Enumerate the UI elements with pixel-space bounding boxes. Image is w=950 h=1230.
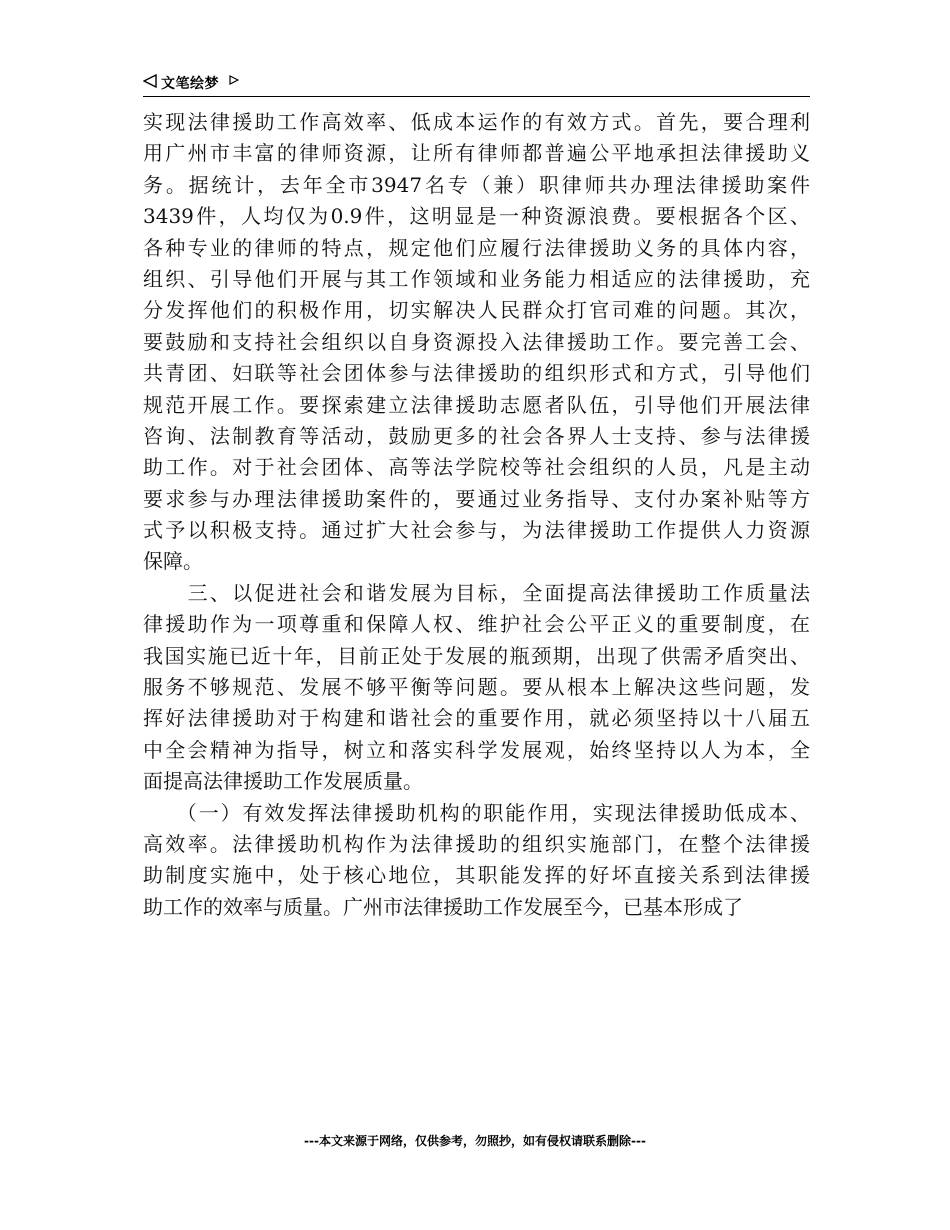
triangle-right-icon <box>229 75 239 85</box>
text-line: 助工作。对于社会团体、高等法学院校等社会组织的人员，凡是主动 <box>143 455 810 480</box>
text-line: 要鼓励和支持社会组织以自身资源投入法律援助工作。要完善工会、 <box>143 329 810 354</box>
text-line: 3439件，人均仅为0.9件，这明显是一种资源浪费。要根据各个区、 <box>143 204 810 229</box>
paragraph <box>143 578 810 798</box>
text-line: 面提高法律援助工作发展质量。 <box>143 769 423 794</box>
text-line: 务。据统计，去年全市3947名专（兼）职律师共办理法律援助案件 <box>143 172 810 197</box>
text-line: 服务不够规范、发展不够平衡等问题。要从根本上解决这些问题，发 <box>143 675 810 700</box>
text-line: 助工作的效率与质量。广州市法律援助工作发展至今，已基本形成了 <box>143 894 743 919</box>
paragraph <box>143 107 810 578</box>
text-line: 三、以促进社会和谐发展为目标，全面提高法律援助工作质量法 <box>143 580 810 605</box>
text-line: 中全会精神为指导，树立和落实科学发展观，始终坚持以人为本，全 <box>143 737 810 762</box>
text-line: 用广州市丰富的律师资源，让所有律师都普遍公平地承担法律援助义 <box>143 141 810 166</box>
body-text <box>143 107 810 923</box>
text-line: 我国实施已近十年，目前正处于发展的瓶颈期，出现了供需矛盾突出、 <box>143 643 810 668</box>
text-line: 要求参与办理法律援助案件的，要通过业务指导、支付办案补贴等方 <box>143 486 810 511</box>
triangle-left-icon <box>143 74 157 88</box>
page-footer: ---本文来源于网络，仅供参考，勿照抄，如有侵权请联系删除--- <box>304 1134 646 1148</box>
text-line: 实现法律援助工作高效率、低成本运作的有效方式。首先，要合理利 <box>143 110 810 134</box>
text-line: 律援助作为一项尊重和保障人权、维护社会公平正义的重要制度，在 <box>143 612 810 637</box>
paragraph <box>143 798 810 924</box>
text-line: 高效率。法律援助机构作为法律援助的组织实施部门，在整个法律援 <box>143 831 810 856</box>
text-line: 式予以积极支持。通过扩大社会参与，为法律援助工作提供人力资源 <box>143 518 810 543</box>
text-line: 保障。 <box>143 549 203 574</box>
text-line: （一）有效发挥法律援助机构的职能作用，实现法律援助低成本、 <box>143 800 810 825</box>
text-line: 规范开展工作。要探索建立法律援助志愿者队伍，引导他们开展法律 <box>143 392 810 417</box>
text-line: 共青团、妇联等社会团体参与法律援助的组织形式和方式，引导他们 <box>143 361 810 386</box>
text-line: 分发挥他们的积极作用，切实解决人民群众打官司难的问题。其次， <box>143 298 810 323</box>
text-line: 咨询、法制教育等活动，鼓励更多的社会各界人士支持、参与法律援 <box>143 423 810 448</box>
text-line: 助制度实施中，处于核心地位，其职能发挥的好坏直接关系到法律援 <box>143 863 810 888</box>
text-line: 组织、引导他们开展与其工作领域和业务能力相适应的法律援助，充 <box>143 266 810 291</box>
page-header <box>143 70 810 97</box>
text-line: 挥好法律援助对于构建和谐社会的重要作用，就必须坚持以十八届五 <box>143 706 810 731</box>
header-title: 文笔绘梦 <box>161 76 219 92</box>
text-line: 各种专业的律师的特点，规定他们应履行法律援助义务的具体内容， <box>143 235 810 260</box>
